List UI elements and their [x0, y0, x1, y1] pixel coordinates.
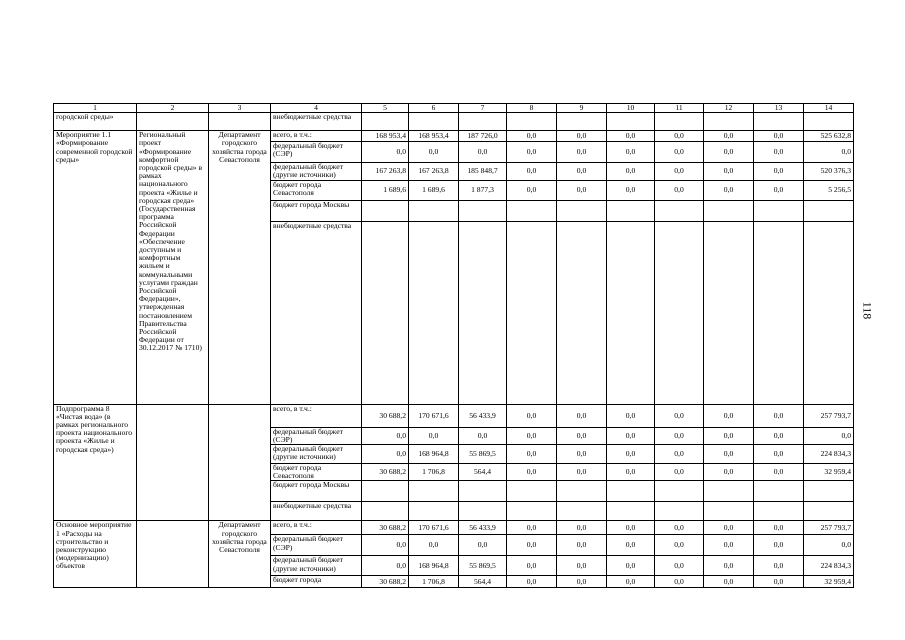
value-cell: 257 793,7 — [804, 521, 854, 535]
value-cell: 257 793,7 — [804, 404, 854, 427]
value-cell: 30 688,2 — [362, 521, 409, 535]
value-cell — [459, 221, 507, 404]
funding-source-cell: бюджет города Севастополя — [271, 180, 362, 200]
value-cell — [459, 502, 507, 521]
value-cell: 0,0 — [607, 163, 655, 180]
value-cell: 0,0 — [557, 521, 607, 535]
value-cell — [459, 200, 507, 221]
value-cell: 0,0 — [655, 464, 704, 481]
header-cell: 5 — [362, 104, 409, 113]
value-cell: 56 433,9 — [459, 404, 507, 427]
value-cell: 0,0 — [607, 576, 655, 588]
value-cell: 55 869,5 — [459, 556, 507, 576]
value-cell: 0,0 — [557, 427, 607, 444]
value-cell: 0,0 — [754, 445, 804, 464]
value-cell: 1 706,8 — [409, 464, 459, 481]
value-cell — [507, 221, 557, 404]
value-cell — [409, 200, 459, 221]
value-cell: 0,0 — [655, 556, 704, 576]
value-cell: 167 263,8 — [409, 163, 459, 180]
table-row — [54, 521, 854, 535]
value-cell: 564,4 — [459, 464, 507, 481]
value-cell: 0,0 — [655, 163, 704, 180]
value-cell: 5 256,5 — [804, 180, 854, 200]
value-cell: 0,0 — [754, 163, 804, 180]
value-cell: 0,0 — [362, 445, 409, 464]
value-cell: 0,0 — [754, 556, 804, 576]
value-cell — [754, 113, 804, 131]
value-cell — [804, 113, 854, 131]
value-cell: 0,0 — [804, 142, 854, 163]
value-cell: 0,0 — [507, 180, 557, 200]
value-cell — [507, 502, 557, 521]
header-cell: 7 — [459, 104, 507, 113]
value-cell: 0,0 — [754, 427, 804, 444]
value-cell: 167 263,8 — [362, 163, 409, 180]
project-cell — [137, 113, 209, 131]
value-cell: 0,0 — [507, 521, 557, 535]
value-cell: 0,0 — [704, 576, 754, 588]
value-cell: 1 706,8 — [409, 576, 459, 588]
value-cell: 30 688,2 — [362, 576, 409, 588]
value-cell: 0,0 — [507, 131, 557, 142]
header-cell: 14 — [804, 104, 854, 113]
header-cell: 13 — [754, 104, 804, 113]
value-cell: 0,0 — [607, 521, 655, 535]
value-cell — [754, 200, 804, 221]
value-cell: 0,0 — [607, 131, 655, 142]
header-cell: 3 — [209, 104, 271, 113]
value-cell — [754, 221, 804, 404]
value-cell — [607, 221, 655, 404]
value-cell — [804, 221, 854, 404]
executor-cell — [209, 404, 271, 521]
value-cell: 0,0 — [704, 521, 754, 535]
value-cell: 32 959,4 — [804, 576, 854, 588]
value-cell — [704, 200, 754, 221]
value-cell: 0,0 — [459, 427, 507, 444]
value-cell: 0,0 — [607, 556, 655, 576]
funding-source-cell: бюджет города Севастополя — [271, 464, 362, 481]
executor-cell — [209, 113, 271, 131]
value-cell — [557, 221, 607, 404]
value-cell: 224 834,3 — [804, 445, 854, 464]
value-cell: 0,0 — [607, 404, 655, 427]
value-cell: 1 877,3 — [459, 180, 507, 200]
project-cell — [137, 404, 209, 521]
value-cell — [804, 481, 854, 502]
value-cell: 0,0 — [655, 576, 704, 588]
funding-source-cell: федеральный бюджет (другие источники) — [271, 556, 362, 576]
value-cell: 0,0 — [557, 445, 607, 464]
value-cell: 0,0 — [754, 180, 804, 200]
value-cell: 0,0 — [804, 535, 854, 556]
value-cell: 0,0 — [607, 535, 655, 556]
value-cell: 56 433,9 — [459, 521, 507, 535]
value-cell — [409, 113, 459, 131]
value-cell: 0,0 — [507, 535, 557, 556]
value-cell: 0,0 — [459, 535, 507, 556]
value-cell: 168 953,4 — [362, 131, 409, 142]
value-cell: 0,0 — [507, 445, 557, 464]
funding-source-cell: федеральный бюджет (другие источники) — [271, 445, 362, 464]
value-cell: 0,0 — [557, 180, 607, 200]
value-cell: 0,0 — [754, 464, 804, 481]
value-cell: 0,0 — [754, 404, 804, 427]
value-cell — [362, 113, 409, 131]
funding-source-cell: всего, в т.ч.: — [271, 131, 362, 142]
funding-source-cell: бюджет города Москвы — [271, 200, 362, 221]
value-cell: 0,0 — [655, 427, 704, 444]
funding-source-cell: внебюджетные средства — [271, 113, 362, 131]
value-cell: 564,4 — [459, 576, 507, 588]
value-cell: 0,0 — [655, 535, 704, 556]
value-cell — [557, 481, 607, 502]
program-name-cell: городской среды» — [54, 113, 137, 131]
value-cell: 168 964,8 — [409, 556, 459, 576]
value-cell: 0,0 — [704, 142, 754, 163]
program-name-cell: Подпрограмма 8 «Чистая вода» (в рамках регионального проекта национального проекта «Жилье и городская среда») — [54, 404, 137, 521]
funding-source-cell: всего, в т.ч.: — [271, 404, 362, 427]
value-cell — [459, 481, 507, 502]
value-cell: 168 953,4 — [409, 131, 459, 142]
table-row — [54, 404, 854, 427]
header-cell: 4 — [271, 104, 362, 113]
value-cell — [704, 221, 754, 404]
executor-cell: Департамент городского хозяйства города Севастополя — [209, 131, 271, 404]
value-cell: 0,0 — [754, 535, 804, 556]
value-cell: 0,0 — [704, 556, 754, 576]
value-cell: 0,0 — [557, 142, 607, 163]
funding-source-cell: внебюджетные средства — [271, 502, 362, 521]
executor-cell: Департамент городского хозяйства города Севастополя — [209, 521, 271, 588]
value-cell: 55 869,5 — [459, 445, 507, 464]
value-cell: 0,0 — [409, 427, 459, 444]
value-cell: 0,0 — [607, 427, 655, 444]
value-cell — [362, 221, 409, 404]
header-cell: 2 — [137, 104, 209, 113]
value-cell: 0,0 — [704, 427, 754, 444]
value-cell: 0,0 — [704, 131, 754, 142]
value-cell — [557, 200, 607, 221]
value-cell — [362, 481, 409, 502]
value-cell: 1 689,6 — [409, 180, 459, 200]
header-cell: 10 — [607, 104, 655, 113]
header-cell: 1 — [54, 104, 137, 113]
budget-table — [53, 103, 854, 588]
value-cell: 170 671,6 — [409, 521, 459, 535]
value-cell: 0,0 — [557, 556, 607, 576]
value-cell: 0,0 — [409, 535, 459, 556]
value-cell: 0,0 — [459, 142, 507, 163]
value-cell: 0,0 — [607, 180, 655, 200]
value-cell: 185 848,7 — [459, 163, 507, 180]
value-cell: 1 689,6 — [362, 180, 409, 200]
value-cell: 0,0 — [607, 142, 655, 163]
value-cell: 0,0 — [704, 163, 754, 180]
value-cell — [804, 502, 854, 521]
value-cell: 0,0 — [557, 163, 607, 180]
header-cell: 6 — [409, 104, 459, 113]
value-cell: 30 688,2 — [362, 404, 409, 427]
value-cell — [607, 113, 655, 131]
header-cell: 8 — [507, 104, 557, 113]
value-cell: 0,0 — [362, 427, 409, 444]
header-row — [54, 104, 854, 113]
value-cell: 0,0 — [704, 464, 754, 481]
value-cell: 0,0 — [507, 163, 557, 180]
funding-source-cell: бюджет города Москвы — [271, 481, 362, 502]
value-cell — [655, 200, 704, 221]
value-cell — [655, 481, 704, 502]
value-cell — [507, 113, 557, 131]
value-cell: 0,0 — [507, 427, 557, 444]
value-cell — [557, 113, 607, 131]
funding-source-cell: федеральный бюджет (СЭР) — [271, 427, 362, 444]
program-name-cell: Мероприятие 1.1 «Формирование современной городской среды» — [54, 131, 137, 404]
value-cell — [754, 502, 804, 521]
value-cell: 30 688,2 — [362, 464, 409, 481]
value-cell: 187 726,0 — [459, 131, 507, 142]
page-number: 118 — [860, 301, 875, 320]
program-name-cell: Основное мероприятие 1 «Расходы на строительство и реконструкцию (модернизацию) объектов — [54, 521, 137, 588]
value-cell: 0,0 — [704, 535, 754, 556]
value-cell: 0,0 — [362, 535, 409, 556]
value-cell — [804, 200, 854, 221]
value-cell — [459, 113, 507, 131]
table-row — [54, 131, 854, 142]
value-cell: 0,0 — [507, 464, 557, 481]
value-cell: 0,0 — [655, 404, 704, 427]
value-cell — [607, 502, 655, 521]
header-cell: 11 — [655, 104, 704, 113]
value-cell: 0,0 — [507, 576, 557, 588]
value-cell: 0,0 — [655, 131, 704, 142]
value-cell: 170 671,6 — [409, 404, 459, 427]
value-cell: 0,0 — [655, 521, 704, 535]
value-cell — [655, 221, 704, 404]
value-cell: 0,0 — [804, 427, 854, 444]
value-cell: 224 834,3 — [804, 556, 854, 576]
funding-source-cell: всего, в т.ч.: — [271, 521, 362, 535]
funding-source-cell: федеральный бюджет (другие источники) — [271, 163, 362, 180]
value-cell — [557, 502, 607, 521]
table-row — [54, 113, 854, 131]
value-cell — [655, 502, 704, 521]
value-cell: 0,0 — [557, 131, 607, 142]
funding-source-cell: внебюджетные средства — [271, 221, 362, 404]
value-cell: 525 632,8 — [804, 131, 854, 142]
project-cell — [137, 521, 209, 588]
funding-source-cell: федеральный бюджет (СЭР) — [271, 142, 362, 163]
value-cell: 0,0 — [557, 404, 607, 427]
value-cell: 0,0 — [754, 521, 804, 535]
header-cell: 12 — [704, 104, 754, 113]
value-cell — [704, 502, 754, 521]
value-cell: 0,0 — [409, 142, 459, 163]
value-cell: 0,0 — [607, 445, 655, 464]
value-cell: 0,0 — [362, 556, 409, 576]
value-cell: 0,0 — [557, 535, 607, 556]
value-cell: 0,0 — [557, 576, 607, 588]
value-cell: 0,0 — [655, 180, 704, 200]
value-cell — [507, 200, 557, 221]
value-cell: 0,0 — [704, 445, 754, 464]
value-cell: 520 376,3 — [804, 163, 854, 180]
value-cell — [409, 221, 459, 404]
value-cell — [507, 481, 557, 502]
value-cell: 0,0 — [607, 464, 655, 481]
value-cell: 168 964,8 — [409, 445, 459, 464]
funding-source-cell: федеральный бюджет (СЭР) — [271, 535, 362, 556]
value-cell: 0,0 — [507, 142, 557, 163]
value-cell — [704, 481, 754, 502]
value-cell: 0,0 — [704, 180, 754, 200]
value-cell — [704, 113, 754, 131]
header-cell: 9 — [557, 104, 607, 113]
value-cell: 32 959,4 — [804, 464, 854, 481]
value-cell: 0,0 — [754, 131, 804, 142]
value-cell — [409, 481, 459, 502]
value-cell — [607, 200, 655, 221]
value-cell — [607, 481, 655, 502]
funding-source-cell: бюджет города — [271, 576, 362, 588]
value-cell: 0,0 — [655, 445, 704, 464]
project-cell: Региональный проект «Формирование комфортной городской среды» в рамках национального проекта «Жилье и городская среда» (Государственная программа Российской Федерации «Обеспечение доступным и комфортным жильем и коммунальными услугами граждан Российской Федерации», утвержденная постановлением Правительства Российской Федерации от 30.12.2017 № 1710) — [137, 131, 209, 404]
value-cell: 0,0 — [507, 404, 557, 427]
value-cell — [754, 481, 804, 502]
value-cell: 0,0 — [362, 142, 409, 163]
value-cell: 0,0 — [655, 142, 704, 163]
value-cell: 0,0 — [557, 464, 607, 481]
value-cell: 0,0 — [754, 142, 804, 163]
value-cell — [362, 200, 409, 221]
value-cell — [655, 113, 704, 131]
value-cell — [409, 502, 459, 521]
value-cell: 0,0 — [754, 576, 804, 588]
value-cell: 0,0 — [704, 404, 754, 427]
value-cell: 0,0 — [507, 556, 557, 576]
value-cell — [362, 502, 409, 521]
